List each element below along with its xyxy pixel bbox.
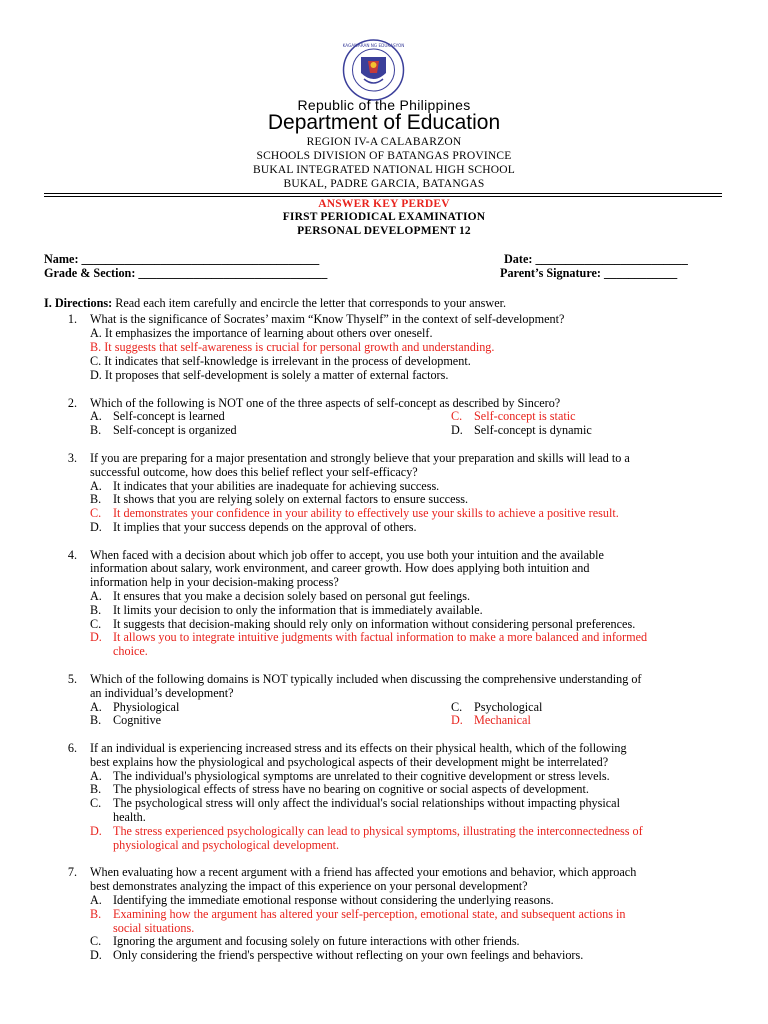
question-stem: If an individual is experiencing increased stress and its effects on their physical health, which of the following	[90, 741, 627, 755]
option-c-letter: C.	[451, 409, 463, 423]
option-d-letter: D.	[451, 713, 463, 727]
option-d-answer: It allows you to integrate intuitive judgments with factual information to make a more balanced and informed	[113, 630, 648, 644]
option-a: Physiological	[113, 700, 180, 714]
option-a-letter: A.	[90, 700, 102, 714]
option-d-answer-continued: physiological and psychological development.	[113, 838, 340, 852]
option-d: Only considering the friend's perspective without reflecting on your own feelings and behaviors.	[113, 948, 584, 962]
question-stem: Which of the following is NOT one of the three aspects of self-concept as described by Sincero?	[90, 396, 561, 410]
option-d-letter: D.	[90, 948, 102, 962]
option-d-letter: D.	[451, 423, 463, 437]
option-c-answer: It demonstrates your confidence in your ability to effectively use your skills to achieve a positive result.	[113, 506, 619, 520]
question-number: 6.	[67, 741, 77, 755]
option-b-letter: B.	[90, 713, 102, 727]
option-d: Self-concept is dynamic	[474, 423, 592, 437]
exam-title: FIRST PERIODICAL EXAMINATION	[282, 211, 486, 223]
question-stem: When faced with a decision about which job offer to accept, you use both your intuition and the available	[90, 548, 604, 562]
svg-text:KAGAWARAN NG EDUKASYON: KAGAWARAN NG EDUKASYON	[342, 43, 405, 48]
option-b-letter: B.	[90, 603, 102, 617]
option-a: The individual's physiological symptoms are unrelated to their cognitive development or stress levels.	[113, 769, 610, 783]
option-c-answer: Self-concept is static	[474, 409, 576, 423]
option-b: Self-concept is organized	[113, 423, 237, 437]
option-c: The psychological stress will only affect the individual's social relationships without impacting physical	[113, 796, 620, 810]
option-b: The physiological effects of stress have no bearing on cognitive or social aspects of development.	[113, 782, 589, 796]
question-number: 4.	[67, 548, 77, 562]
option-d-answer: The stress experienced psychologically can lead to physical symptoms, illustrating the interconnectedness of	[113, 824, 643, 838]
option-b-letter: B.	[90, 492, 102, 506]
parent-signature-field: Parent’s Signature: ____________	[500, 266, 678, 280]
option-d-letter: D.	[90, 824, 102, 838]
option-b-answer: Examining how the argument has altered your self-perception, emotional state, and subsequent actions in	[113, 907, 626, 921]
header-divider-bottom	[44, 196, 722, 197]
directions-label: I. Directions:	[44, 296, 113, 310]
option-a: It ensures that you make a decision solely based on personal gut feelings.	[113, 589, 471, 603]
answer-key-title: ANSWER KEY PERDEV	[318, 198, 450, 210]
option-a-letter: A.	[90, 893, 102, 907]
option-a: A. It emphasizes the importance of learning about others over oneself.	[90, 326, 433, 340]
option-b-letter: B.	[90, 423, 102, 437]
option-d: It implies that your success depends on the approval of others.	[113, 520, 417, 534]
question-number: 3.	[67, 451, 77, 465]
header-divider-top	[44, 193, 722, 194]
name-field: Name: _______________________________________	[44, 252, 320, 266]
option-c: Ignoring the argument and focusing solely on future interactions with other friends.	[113, 934, 520, 948]
option-b: It limits your decision to only the information that is immediately available.	[113, 603, 483, 617]
question-number: 5.	[67, 672, 77, 686]
question-stem: an individual’s development?	[90, 686, 234, 700]
option-a-letter: A.	[90, 769, 102, 783]
school-line: BUKAL INTEGRATED NATIONAL HIGH SCHOOL	[252, 164, 516, 176]
republic-heading: Republic of the Philippines	[297, 97, 471, 113]
option-c-letter: C.	[90, 506, 102, 520]
option-b-answer-continued: social situations.	[113, 921, 195, 935]
option-a-letter: A.	[90, 479, 102, 493]
department-heading: Department of Education	[267, 111, 501, 134]
directions	[44, 296, 506, 310]
question-number: 7.	[67, 865, 77, 879]
question-stem: When evaluating how a recent argument with a friend has affected your emotions and behavior, which approach	[90, 865, 637, 879]
question-number: 2.	[67, 396, 77, 410]
subject-title: PERSONAL DEVELOPMENT 12	[297, 225, 471, 237]
directions-text: Read each item carefully and encircle the letter that corresponds to your answer.	[112, 296, 507, 310]
question-stem: best demonstrates analyzing the impact of this experience on your personal development?	[90, 879, 528, 893]
option-d-letter: D.	[90, 520, 102, 534]
question-stem: What is the significance of Socrates’ maxim “Know Thyself” in the context of self-development?	[90, 312, 565, 326]
option-d-answer: Mechanical	[474, 713, 531, 727]
question-stem: successful outcome, how does this belief reflect your self-efficacy?	[90, 465, 418, 479]
date-field: Date: _________________________	[504, 252, 688, 266]
option-a-letter: A.	[90, 589, 102, 603]
option-c: It suggests that decision-making should rely only on information without considering personal preferences.	[113, 617, 636, 631]
option-c-letter: C.	[451, 700, 463, 714]
option-a-letter: A.	[90, 409, 102, 423]
option-c-letter: C.	[90, 796, 102, 810]
option-c: C. It indicates that self-knowledge is irrelevant in the process of development.	[90, 354, 471, 368]
option-b: Cognitive	[113, 713, 162, 727]
question-stem: best explains how the physiological and psychological aspects of their development might be interrelated?	[90, 755, 609, 769]
option-b-letter: B.	[90, 782, 102, 796]
grade-section-field: Grade & Section: _______________________________	[44, 266, 328, 280]
option-c: Psychological	[474, 700, 543, 714]
option-d-letter: D.	[90, 630, 102, 644]
option-b-letter: B.	[90, 907, 102, 921]
address-line: BUKAL, PADRE GARCIA, BATANGAS	[283, 178, 485, 190]
deped-seal-logo	[337, 39, 410, 101]
question-stem: If you are preparing for a major presentation and strongly believe that your preparation and skills will lead to a	[90, 451, 630, 465]
option-c-continued: health.	[113, 810, 146, 824]
option-a: It indicates that your abilities are inadequate for achieving success.	[113, 479, 440, 493]
option-d: D. It proposes that self-development is solely a matter of external factors.	[90, 368, 449, 382]
option-a: Identifying the immediate emotional response without considering the underlying reasons.	[113, 893, 554, 907]
question-stem: information help in your decision-making process?	[90, 575, 339, 589]
option-b-answer: B. It suggests that self-awareness is crucial for personal growth and understanding.	[90, 340, 495, 354]
question-stem: information about salary, work environment, and career growth. How does applying both intuition and	[90, 561, 590, 575]
division-line: SCHOOLS DIVISION OF BATANGAS PROVINCE	[256, 150, 512, 162]
option-b: It shows that you are relying solely on external factors to ensure success.	[113, 492, 469, 506]
option-c-letter: C.	[90, 617, 102, 631]
option-d-answer-continued: choice.	[113, 644, 148, 658]
option-a: Self-concept is learned	[113, 409, 225, 423]
question-number: 1.	[67, 312, 77, 326]
region-line: REGION IV-A CALABARZON	[306, 136, 462, 148]
option-c-letter: C.	[90, 934, 102, 948]
question-stem: Which of the following domains is NOT typically included when discussing the comprehensive understanding of	[90, 672, 642, 686]
